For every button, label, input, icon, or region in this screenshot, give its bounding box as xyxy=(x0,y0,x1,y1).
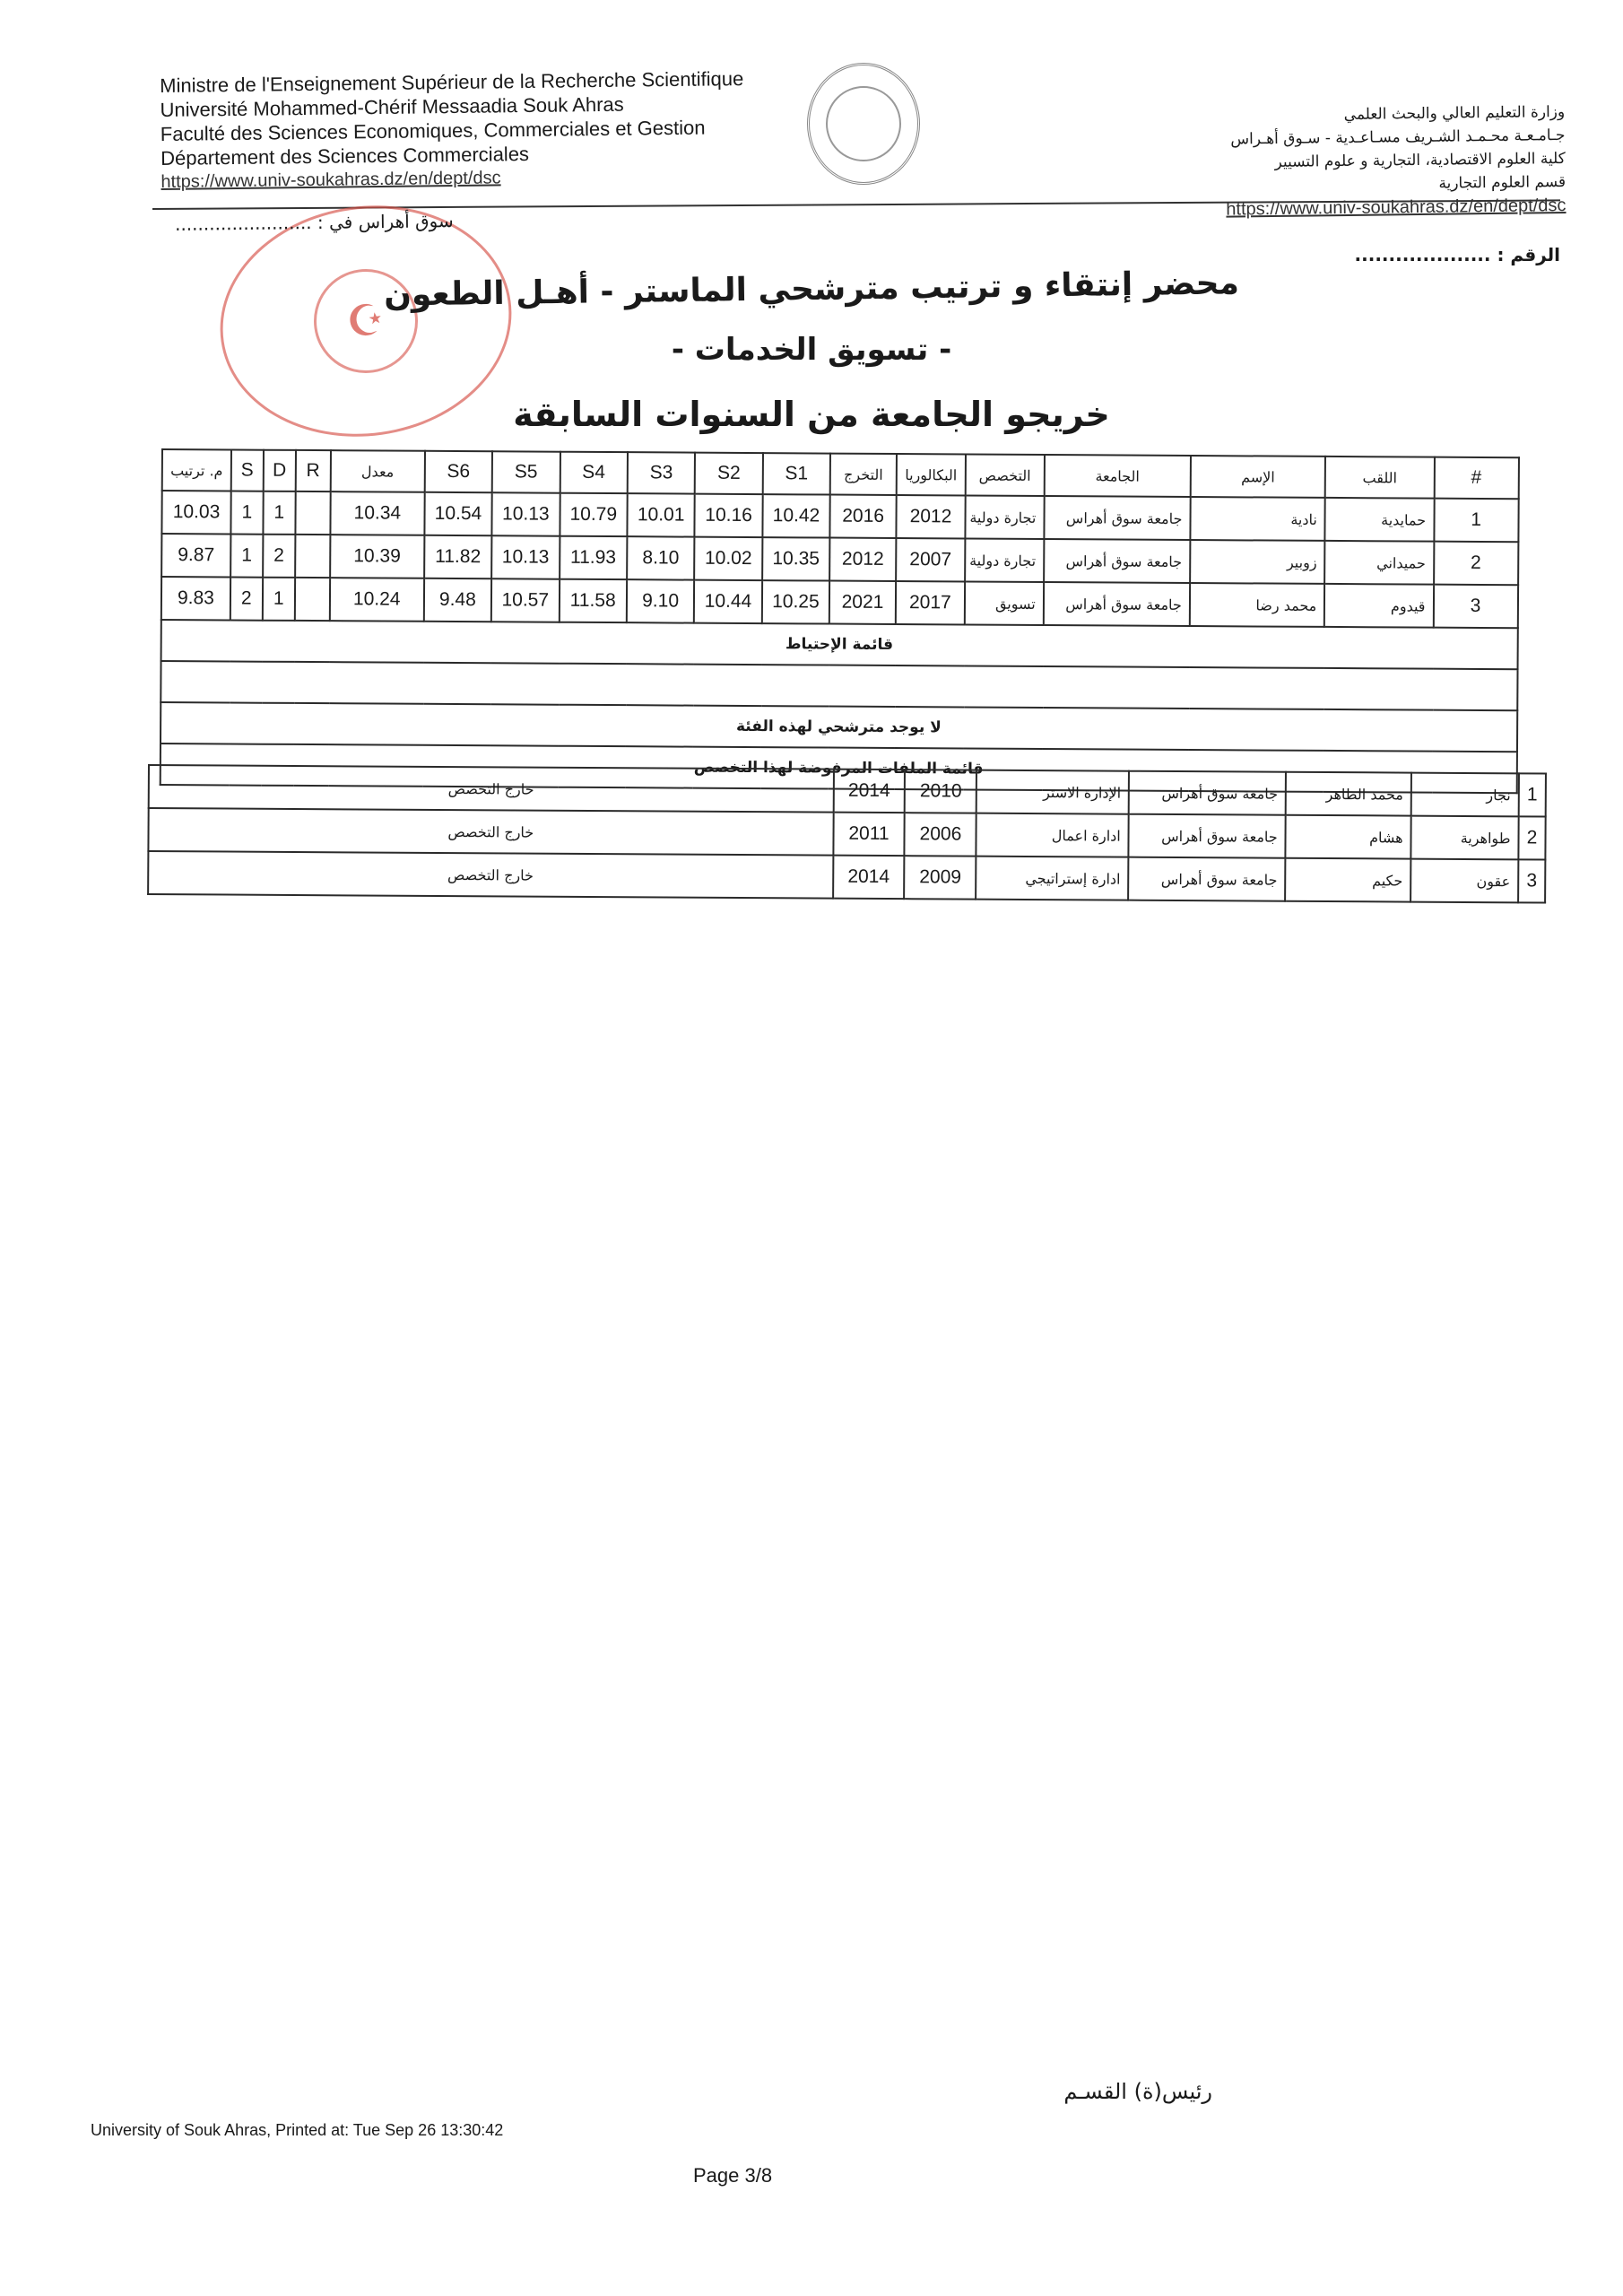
ministry-fr: Ministre de l'Enseignement Supérieur de la Recherche Scientifique xyxy=(160,67,744,97)
s2-cell: 10.16 xyxy=(695,494,763,537)
rank-cell: 9.87 xyxy=(161,534,230,577)
reference-number-line: الرقم : .................... xyxy=(1354,244,1560,265)
graduation-cell: 2016 xyxy=(830,495,897,538)
surname-cell: عقون xyxy=(1410,859,1518,903)
first-name-cell: هشام xyxy=(1286,815,1411,859)
document-title: محضر إنتقاء و ترتيب مترشحي الماستر - أهـل الطعون xyxy=(383,265,1240,314)
col-s1: S1 xyxy=(762,453,830,494)
d-cell: 1 xyxy=(263,491,295,535)
r-cell xyxy=(295,578,330,621)
university-cell: جامعة سوق أهراس xyxy=(1044,582,1190,626)
bac-cell: 2006 xyxy=(905,813,976,856)
number-cell: 1 xyxy=(1519,773,1546,816)
ranking-table xyxy=(160,448,1547,794)
s-cell: 2 xyxy=(230,577,263,620)
col-rank: م. ترتيب xyxy=(162,449,231,491)
first-name-cell: محمد الطاهر xyxy=(1286,772,1411,816)
average-cell: 10.39 xyxy=(330,535,424,578)
r-cell xyxy=(295,491,330,535)
surname-cell: قيدوم xyxy=(1324,584,1433,628)
reserve-list-title: قائمة الإحتياط xyxy=(161,620,1518,669)
s1-cell: 10.35 xyxy=(762,537,830,580)
header-arabic xyxy=(1063,100,1567,223)
number-cell: 2 xyxy=(1518,816,1545,859)
col-number: # xyxy=(1434,457,1518,500)
seal-inner-ring xyxy=(826,86,901,161)
surname-cell: حمايدية xyxy=(1325,498,1434,542)
surname-cell: نجار xyxy=(1411,773,1519,817)
col-graduation: التخرج xyxy=(830,454,897,495)
d-cell: 2 xyxy=(263,535,295,578)
graduation-cell: 2011 xyxy=(833,813,905,856)
s6-cell: 11.82 xyxy=(424,535,492,578)
col-s6: S6 xyxy=(424,451,492,492)
col-s4: S4 xyxy=(560,452,628,493)
department-ar: قسم العلوم التجارية xyxy=(1438,172,1567,193)
s4-cell: 10.79 xyxy=(560,493,628,536)
col-surname: اللقب xyxy=(1325,457,1434,499)
ministry-ar: وزارة التعليم العالي والبحث العلمي xyxy=(1343,102,1566,125)
header-french xyxy=(160,65,807,195)
col-s2: S2 xyxy=(695,453,763,494)
surname-cell: حميداني xyxy=(1324,541,1433,585)
s5-cell: 10.57 xyxy=(491,578,560,622)
rejected-table xyxy=(147,764,1547,904)
page-number: Page 3/8 xyxy=(693,2164,773,2187)
s3-cell: 8.10 xyxy=(627,536,695,579)
s6-cell: 9.48 xyxy=(424,578,492,622)
average-cell: 10.34 xyxy=(330,491,424,535)
bac-cell: 2012 xyxy=(896,495,965,538)
graduation-cell: 2014 xyxy=(833,770,905,813)
s-cell: 1 xyxy=(230,534,263,577)
department-chief-signature-label: رئيس(ة) القسـم xyxy=(1063,2079,1212,2104)
number-cell: 1 xyxy=(1434,499,1518,543)
university-fr: Université Mohammed-Chérif Messaadia Souk Ahras xyxy=(160,92,624,121)
university-cell: جامعة سوق أهراس xyxy=(1129,814,1286,858)
university-ar: جـامـعـة محـمـد الشـريف مسـاعـدية - سـوق أهـراس xyxy=(1230,126,1566,149)
bac-cell: 2009 xyxy=(905,856,976,899)
university-cell: جامعة سوق أهراس xyxy=(1044,496,1190,540)
specialty-cell: ادارة اعمال xyxy=(976,813,1129,857)
s1-cell: 10.42 xyxy=(762,494,830,537)
s4-cell: 11.58 xyxy=(559,579,627,622)
faculty-fr: Faculté des Sciences Economiques, Commerciales et Gestion xyxy=(160,116,706,145)
average-cell: 10.24 xyxy=(330,578,424,622)
s2-cell: 10.02 xyxy=(694,537,762,580)
university-cell: جامعة سوق أهراس xyxy=(1129,771,1286,815)
s6-cell: 10.54 xyxy=(424,492,492,535)
section-title: خريجو الجامعة من السنوات السابقة xyxy=(513,395,1110,434)
number-cell: 3 xyxy=(1433,585,1517,629)
reason-cell: خارج التخصص xyxy=(149,765,834,813)
col-university: الجامعة xyxy=(1045,455,1191,497)
r-cell xyxy=(295,535,330,578)
rank-cell: 10.03 xyxy=(161,491,230,534)
s5-cell: 10.13 xyxy=(492,492,560,535)
specialty-cell: تجارة دولية xyxy=(965,495,1044,539)
specialty-cell: تسويق xyxy=(965,581,1044,625)
col-r: R xyxy=(296,450,331,491)
faculty-ar: كلية العلوم الاقتصادية، التجارية و علوم التسيير xyxy=(1274,149,1566,171)
department-url-ar[interactable]: https://www.univ-soukahras.dz/en/dept/dsc xyxy=(1226,195,1567,220)
col-bac: البكالوريا xyxy=(897,454,966,495)
col-d: D xyxy=(263,450,295,491)
col-first-name: الإسم xyxy=(1191,456,1326,498)
specialty-cell: ادارة إستراتيجي xyxy=(976,857,1128,900)
program-title: - تسويق الخدمات - xyxy=(671,332,952,368)
s1-cell: 10.25 xyxy=(762,580,830,623)
bac-cell: 2017 xyxy=(896,581,965,624)
reserve-note: لا يوجد مترشحي لهذه الفئة xyxy=(161,702,1517,752)
reason-cell: خارج التخصص xyxy=(148,851,833,899)
specialty-cell: الإدارة الاستر xyxy=(976,770,1129,814)
graduation-cell: 2014 xyxy=(833,856,905,899)
d-cell: 1 xyxy=(263,578,295,621)
first-name-cell: حكيم xyxy=(1285,858,1410,902)
s4-cell: 11.93 xyxy=(560,536,628,579)
bac-cell: 2007 xyxy=(896,538,965,581)
first-name-cell: زوبير xyxy=(1190,540,1325,584)
university-cell: جامعة سوق أهراس xyxy=(1128,857,1285,901)
bac-cell: 2010 xyxy=(905,770,976,813)
place-date-line: سوق أهراس في : ........................ xyxy=(174,210,454,235)
s3-cell: 10.01 xyxy=(627,493,695,536)
s3-cell: 9.10 xyxy=(627,579,695,622)
first-name-cell: محمد رضا xyxy=(1190,583,1325,627)
graduation-cell: 2012 xyxy=(829,538,896,581)
col-s: S xyxy=(231,449,264,491)
star-crescent-icon: ☪ xyxy=(307,262,424,379)
s2-cell: 10.44 xyxy=(694,580,762,623)
s-cell: 1 xyxy=(230,491,263,534)
specialty-cell: تجارة دولية xyxy=(965,538,1044,582)
department-fr: Département des Sciences Commerciales xyxy=(161,142,530,170)
col-s3: S3 xyxy=(628,452,696,493)
graduation-cell: 2021 xyxy=(829,581,896,624)
s5-cell: 10.13 xyxy=(491,535,560,578)
university-seal-logo xyxy=(807,63,920,185)
col-s5: S5 xyxy=(492,451,560,492)
first-name-cell: نادية xyxy=(1190,497,1325,541)
university-cell: جامعة سوق أهراس xyxy=(1044,539,1190,583)
col-specialty: التخصص xyxy=(966,454,1045,496)
table-row xyxy=(148,851,1545,903)
surname-cell: طواهرية xyxy=(1410,816,1518,860)
number-cell: 2 xyxy=(1434,542,1518,586)
number-cell: 3 xyxy=(1518,859,1545,902)
printed-timestamp: University of Souk Ahras, Printed at: Tue Sep 26 13:30:42 xyxy=(91,2121,504,2139)
rejected-list-title: قائمة الملفات المرفوضة لهذا التخصص xyxy=(161,744,1517,793)
col-average: معدل xyxy=(331,450,425,492)
rank-cell: 9.83 xyxy=(161,577,230,620)
department-url-fr[interactable]: https://www.univ-soukahras.dz/en/dept/dsc xyxy=(161,168,501,192)
reason-cell: خارج التخصص xyxy=(148,808,833,856)
